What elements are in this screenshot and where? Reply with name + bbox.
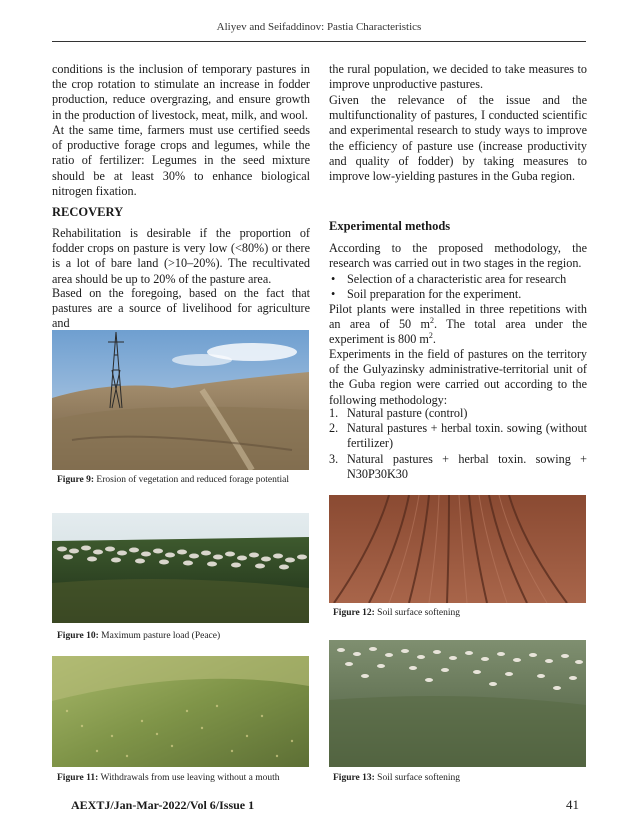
bullet-item: • Selection of a characteristic area for research bbox=[329, 272, 587, 287]
section-heading-recovery: RECOVERY bbox=[52, 205, 124, 219]
list-item: 1. Natural pasture (control) bbox=[329, 406, 468, 420]
para4-text-a: Pilot plants were installed in three repetitions with an area of 50 m bbox=[329, 302, 587, 332]
right-para-5: Experiments in the field of pastures on the territory of the Gulyazinsky administrative-territorial unit of the Guba region were carried out according to the following methodology: bbox=[329, 347, 587, 407]
figure-11-caption: Figure 11: Withdrawals from use leaving without a mouth bbox=[57, 773, 280, 783]
list-item: 2. Natural pastures + herbal toxin. sowing (without fertilizer) bbox=[329, 421, 587, 451]
left-para-2: At the same time, farmers must use certified seeds of productive forage crops and legumes, while the ratio of fertilizer: Legumes in the seed mixture should be at least 30% to enhance biological nitrogen fixation. bbox=[52, 123, 310, 198]
left-para-4: Based on the foregoing, based on the fact that pastures are a source of livelihood for agriculture and bbox=[52, 286, 310, 331]
para4-text-b: . The total area under the experiment is 800 m bbox=[329, 317, 587, 347]
running-header: Aliyev and Seifaddinov: Pastia Characteristics bbox=[216, 21, 422, 33]
left-para-1: conditions is the inclusion of temporary pastures in the crop rotation to stimulate an increase in fodder production, reduce overgrazing, and ensure growth in the production of livestock, meat, milk, and wool. bbox=[52, 62, 310, 122]
figure-12-caption: Figure 12: Soil surface softening bbox=[333, 608, 460, 618]
numbered-list bbox=[329, 406, 587, 482]
bullet-list bbox=[329, 272, 587, 302]
left-para-3: Rehabilitation is desirable if the proportion of fodder crops on pasture is very low (<80%) or there is a lot of bare land (>10–20%). The recultivated area should be up to 20% of the pasture area. bbox=[52, 226, 310, 286]
figure-11-photo bbox=[52, 656, 309, 767]
right-para-1: the rural population, we decided to take measures to improve unproductive pastures. bbox=[329, 62, 587, 92]
right-para-3: According to the proposed methodology, the research was carried out in two stages in the region. bbox=[329, 241, 587, 271]
figure-13-photo bbox=[329, 640, 586, 767]
superscript: 2 bbox=[429, 316, 434, 326]
figure-10-photo bbox=[52, 513, 309, 623]
page-number: 41 bbox=[566, 797, 579, 812]
figure-13-caption: Figure 13: Soil surface softening bbox=[333, 773, 460, 783]
list-item: 3. Natural pastures + herbal toxin. sowing + N30P30K30 bbox=[329, 451, 587, 481]
superscript: 2 bbox=[428, 331, 433, 341]
figure-10-caption: Figure 10: Maximum pasture load (Peace) bbox=[57, 631, 221, 641]
footer-journal: AEXTJ/Jan-Mar-2022/Vol 6/Issue 1 bbox=[71, 798, 255, 812]
header-rule bbox=[52, 41, 586, 42]
section-heading-methods: Experimental methods bbox=[329, 219, 451, 233]
figure-12-photo bbox=[329, 495, 586, 603]
figure-9-photo bbox=[52, 330, 309, 470]
right-para-2: Given the relevance of the issue and the multifunctionality of pastures, I conducted scientific and experimental research to study ways to improve the efficiency of pasture use (increase productivity and quality of fodder) by taking measures to improve low-yielding pastures in the Guba region. bbox=[329, 93, 587, 184]
bullet-item: • Soil preparation for the experiment. bbox=[329, 287, 587, 302]
figure-9-caption: Figure 9: Erosion of vegetation and reduced forage potential bbox=[57, 475, 289, 485]
right-para-4 bbox=[329, 302, 587, 348]
para4-text-c: . bbox=[432, 332, 436, 347]
